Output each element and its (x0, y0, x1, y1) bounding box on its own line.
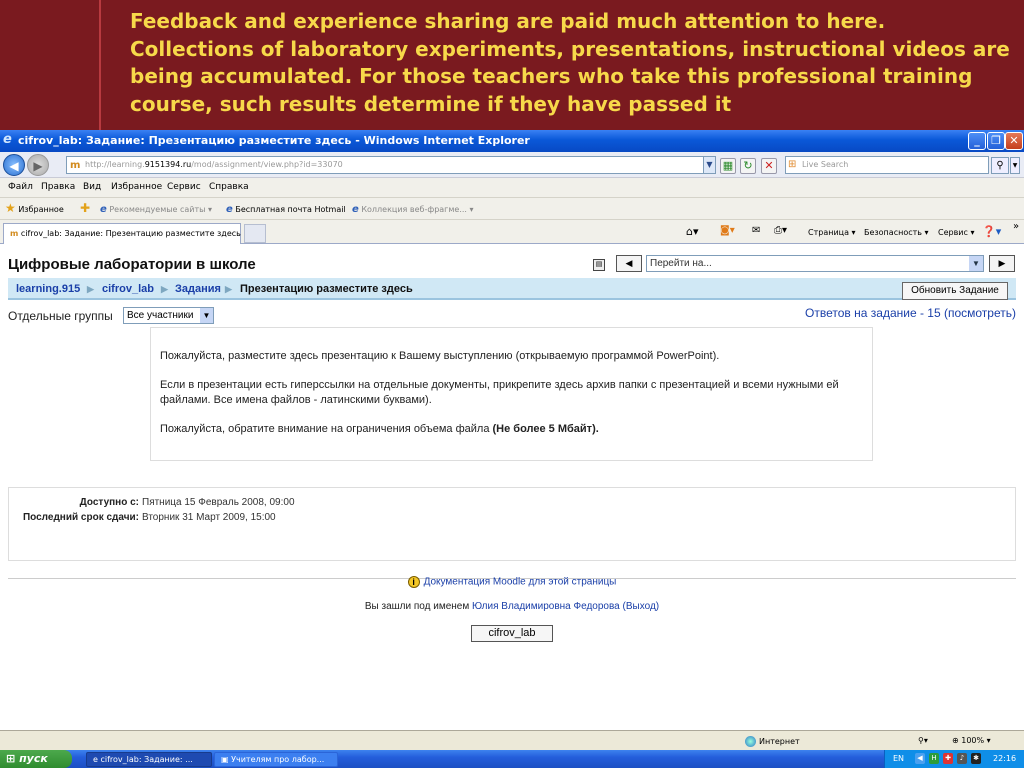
close-button[interactable]: ✕ (1005, 132, 1023, 150)
due-date-label: Последний срок сдачи: (22, 512, 139, 523)
menu-tools[interactable]: Сервис (167, 182, 201, 192)
web-slice-gallery-link[interactable] (352, 204, 474, 215)
add-star-icon: ✚ (80, 201, 91, 215)
breadcrumb-separator-icon: ▶ (161, 284, 168, 294)
word-doc-icon: ▣ (221, 755, 229, 764)
clock: 22:16 (993, 754, 1017, 763)
url-host: 9151394.ru (144, 160, 192, 169)
url-prefix: http://learning. (85, 160, 145, 169)
feeds-icon[interactable]: ◙▾ (720, 225, 735, 236)
menu-file[interactable]: Файл (8, 182, 33, 192)
start-button[interactable] (0, 750, 72, 768)
print-icon[interactable]: ⎙▾ (774, 225, 788, 236)
web-slice-label: Коллекция веб-фрагме... ▾ (361, 205, 474, 214)
file-limit-text: Пожалуйста, обратите внимание на ограничения объема файла (160, 423, 490, 435)
menu-help[interactable]: Справка (209, 182, 249, 192)
info-icon: i (408, 576, 420, 588)
url-path: /mod/assignment/view.php?id=33070 (191, 160, 343, 169)
back-button[interactable]: ◀ (3, 154, 25, 176)
slide-caption: Feedback and experience sharing are paid much attention to here. Collections of laboratory experiments, presentations, instructional videos are being accumulated. For those teachers who take this professional training course, such results determine if they have passed it (130, 9, 1010, 116)
search-options-icon[interactable]: ▼ (1010, 157, 1020, 174)
breadcrumb-course-link[interactable]: cifrov_lab (102, 283, 154, 295)
add-favorites-icon[interactable] (80, 201, 90, 215)
nav-back-tray-icon[interactable]: ◀ (915, 753, 925, 764)
jump-prev-button[interactable]: ◀ (616, 255, 642, 272)
tab-row (0, 220, 1024, 244)
slide-caption-area (0, 0, 1024, 130)
breadcrumb-current: Презентацию разместите здесь (240, 283, 413, 295)
page-menu[interactable]: Страница ▾ (808, 228, 856, 237)
logout-link[interactable]: (Выход) (622, 601, 660, 612)
minimize-button[interactable]: _ (968, 132, 986, 150)
breadcrumb (8, 278, 1016, 300)
url-field[interactable] (66, 156, 716, 174)
description-paragraph-3 (160, 422, 860, 437)
ie-page-icon: e (226, 204, 233, 215)
breadcrumb-assignments[interactable] (175, 283, 221, 295)
maximize-button[interactable]: ❐ (987, 132, 1005, 150)
breadcrumb-assignments-link[interactable]: Задания (175, 283, 221, 295)
chevron-more-icon[interactable]: » (1013, 221, 1020, 232)
chevron-down-icon: ▼ (200, 308, 213, 323)
breadcrumb-course[interactable] (102, 283, 154, 295)
compatibility-icon[interactable]: ▦ (720, 158, 736, 174)
mail-icon[interactable]: ✉ (752, 225, 761, 236)
breadcrumb-site-link[interactable]: learning.915 (16, 283, 81, 295)
description-paragraph-1: Пожалуйста, разместите здесь презентацию к Вашему выступлению (открываемую программой PowerPoint). (160, 350, 720, 362)
docs-line (0, 576, 1024, 588)
suggested-sites-label: Рекомендуемые сайты ▾ (109, 205, 213, 214)
breadcrumb-separator-icon: ▶ (225, 284, 232, 294)
breadcrumb-separator-icon: ▶ (87, 284, 94, 294)
chevron-down-icon: ▼ (969, 256, 983, 271)
favorites-button[interactable] (5, 201, 64, 215)
help-icon[interactable]: ❓▾ (982, 225, 1002, 238)
zone-label: Интернет (759, 737, 800, 746)
tools-menu[interactable]: Сервис ▾ (938, 228, 975, 237)
refresh-icon[interactable]: ↻ (740, 158, 756, 174)
site-name: Цифровые лаборатории в школе (8, 256, 256, 273)
login-prefix: Вы зашли под именем (364, 601, 470, 612)
favorites-bar (0, 198, 1024, 220)
menu-edit[interactable]: Правка (41, 182, 76, 192)
groups-label: Отдельные группы (8, 309, 113, 323)
groups-selected-value: Все участники (127, 310, 194, 321)
address-bar (0, 152, 1024, 178)
slide-accent-line (99, 0, 101, 130)
protected-mode-icon[interactable]: ⚲▾ (918, 736, 928, 745)
windows-logo-icon: ⊞ (6, 752, 16, 765)
search-input[interactable] (785, 156, 989, 174)
page-content (0, 244, 1024, 730)
menu-bar (0, 178, 1024, 198)
search-placeholder: Live Search (802, 160, 849, 169)
taskbar-item-ie-label: cifrov_lab: Задание: ... (100, 755, 193, 764)
zoom-control[interactable]: ⊕ 100% ▾ (952, 736, 991, 745)
file-limit-bold: (Не более 5 Мбайт). (492, 423, 599, 435)
ie-icon: e (3, 132, 12, 147)
hotmail-link[interactable] (226, 204, 346, 215)
favorites-label: Избранное (18, 205, 64, 214)
window-titlebar (0, 130, 1024, 152)
assignment-description (150, 327, 873, 461)
window-title: cifrov_lab: Задание: Презентацию разместите здесь - Windows Internet Explorer (18, 134, 530, 147)
volume-tray-icon[interactable]: ♪ (957, 753, 967, 764)
tab-label: cifrov_lab: Задание: Презентацию разместите здесь (20, 229, 241, 238)
available-from-value: Пятница 15 Февраль 2008, 09:00 (142, 497, 295, 508)
taskbar (0, 750, 1024, 768)
new-tab-button[interactable] (244, 224, 266, 243)
login-info (0, 601, 1024, 612)
tab-cifrov-lab[interactable] (3, 223, 241, 244)
taskbar-item-word[interactable] (214, 752, 338, 767)
zoom-value: 100% (961, 736, 985, 745)
start-label: пуск (19, 752, 48, 765)
groups-select[interactable] (123, 307, 214, 324)
moodle-favicon-icon: m (70, 160, 81, 171)
due-date-value: Вторник 31 Март 2009, 15:00 (142, 512, 276, 523)
jump-next-button[interactable]: ▶ (989, 255, 1015, 272)
breadcrumb-site[interactable] (16, 283, 80, 295)
globe-icon (745, 736, 756, 747)
bug-tray-icon[interactable]: ✱ (971, 753, 981, 764)
dates-box (8, 487, 1016, 561)
system-tray (884, 750, 1024, 768)
favorites-star-icon: ★ (5, 201, 16, 215)
user-profile-link[interactable]: Юлия Владимировна Федорова (472, 601, 620, 612)
taskbar-item-ie[interactable] (86, 752, 212, 767)
stop-icon[interactable]: ✕ (761, 158, 777, 174)
antivirus-tray-icon[interactable]: ✚ (943, 753, 953, 764)
moodle-favicon-icon: m (10, 229, 19, 238)
ie-icon: e (93, 755, 98, 764)
language-indicator[interactable]: EN (893, 754, 905, 763)
search-go-icon[interactable]: ⚲ (991, 157, 1009, 174)
menu-favorites[interactable]: Избранное (111, 182, 163, 192)
menu-view[interactable]: Вид (83, 182, 102, 192)
jump-to-label: Перейти на... (650, 258, 712, 269)
update-assignment-button[interactable]: Обновить Задание (902, 282, 1008, 300)
jump-to-select[interactable] (646, 255, 984, 272)
home-icon[interactable]: ⌂▾ (686, 225, 699, 238)
live-search-icon: ⊞ (788, 159, 797, 170)
calendar-icon[interactable]: ▤ (593, 259, 605, 271)
browser-window (0, 130, 1024, 750)
suggested-sites-link[interactable] (100, 204, 212, 215)
safety-menu[interactable]: Безопасность ▾ (864, 228, 929, 237)
responses-link[interactable]: Ответов на задание - 15 (посмотреть) (805, 306, 1016, 320)
moodle-docs-link[interactable]: Документация Moodle для этой страницы (423, 576, 617, 588)
description-paragraph-2: Если в презентации есть гиперссылки на отдельные документы, прикрепите здесь архив папки с презентацией и всеми нужными ей файлами. Все имена файлов - латинскими буквами). (160, 379, 839, 406)
taskbar-item-word-label: Учителям про лабор... (231, 755, 325, 764)
app-tray-icon[interactable]: H (929, 753, 939, 764)
ie-page-icon: e (100, 204, 107, 215)
ie-page-icon: e (352, 204, 359, 215)
available-from-label: Доступно с: (79, 497, 139, 508)
course-home-button[interactable]: cifrov_lab (471, 625, 553, 642)
security-zone (745, 736, 800, 747)
forward-button[interactable]: ▶ (27, 154, 49, 176)
url-dropdown-icon[interactable]: ▼ (703, 157, 715, 173)
status-bar (0, 730, 1024, 750)
hotmail-label: Бесплатная почта Hotmail (235, 205, 346, 214)
